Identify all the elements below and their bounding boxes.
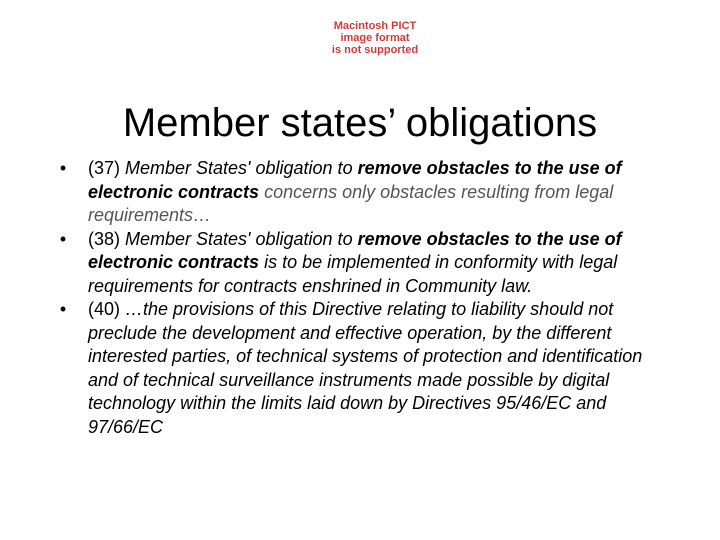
bullet-number: (37) bbox=[88, 158, 126, 178]
bullet-number: (40) bbox=[88, 299, 126, 319]
bullet-emphasis: remove obstacles to the use of electronic contracts bbox=[88, 228, 622, 272]
bullet-marker: • bbox=[59, 228, 67, 249]
unsupported-image-placeholder bbox=[312, 20, 438, 56]
bullet-item-40 bbox=[56, 298, 676, 439]
bullet-item-38 bbox=[56, 228, 676, 299]
bullet-marker: • bbox=[59, 158, 67, 178]
placeholder-line-1: Macintosh PICT bbox=[333, 20, 417, 32]
bullet-item-37 bbox=[56, 157, 676, 228]
bullet-emphasis: remove obstacles to the use of electronic contracts bbox=[88, 158, 622, 202]
bullet-text: …the provisions of this Directive relating to liability should not preclude the development and effective operation, by the different interested parties, of technical systems of protection and identification and of technical surveillance instruments made possible by digital technology within the limits laid down by Directives 95/46/EC and 97/66/EC bbox=[88, 299, 643, 437]
slide-title: Member states’ obligations bbox=[122, 100, 598, 145]
bullet-text-continued: is to be implemented in conformity with legal requirements for contracts enshrined in Community law. bbox=[88, 252, 618, 296]
placeholder-line-2: image format bbox=[340, 32, 410, 44]
bullet-number: (38) bbox=[88, 228, 126, 249]
bullet-marker: • bbox=[59, 299, 67, 319]
bullet-text: Member States' obligation to bbox=[125, 158, 358, 178]
bullet-text-continued: concerns only obstacles resulting from legal requirements… bbox=[88, 181, 614, 225]
bullet-text: Member States' obligation to bbox=[125, 228, 358, 249]
placeholder-line-3: is not supported bbox=[331, 44, 419, 56]
bullet-list bbox=[56, 157, 676, 439]
